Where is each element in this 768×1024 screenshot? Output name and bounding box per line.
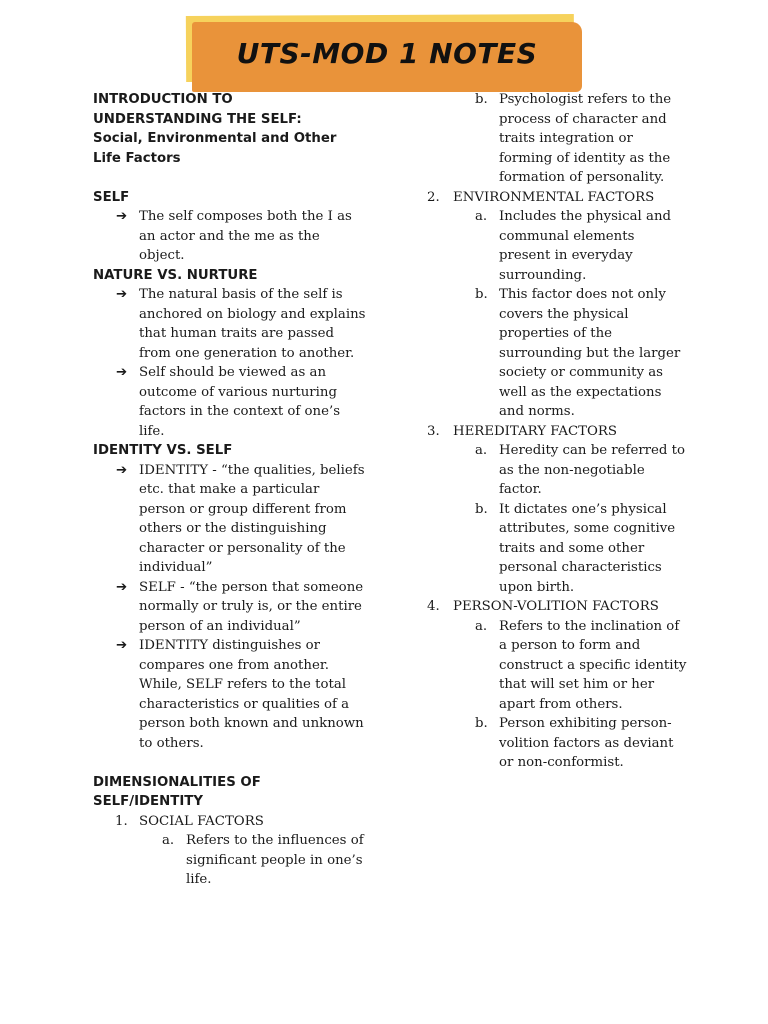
list-number: 2.: [427, 189, 440, 205]
arrow-bullet-icon: ➔: [116, 638, 128, 653]
factor-subitem: [93, 831, 368, 890]
intro-heading: [93, 90, 368, 168]
arrow-bullet-icon: ➔: [116, 365, 128, 380]
subitem-text: Heredity can be referred to as the non-negotiable factor.: [499, 443, 685, 497]
factor-item: [427, 188, 687, 208]
factor-subitem: [427, 207, 687, 285]
arrow-bullet-icon: ➔: [116, 579, 128, 595]
left-column: [93, 90, 368, 890]
factor-subitem: [427, 500, 687, 598]
list-letter: a.: [475, 209, 488, 224]
subitem-text: Includes the physical and communal elements present in everyday surrounding.: [499, 209, 672, 283]
factor-label: SOCIAL FACTORS: [139, 813, 264, 829]
nature-bullet: [93, 285, 368, 363]
list-letter: b.: [475, 501, 488, 517]
subitem-text: It dictates one’s physical attributes, some cognitive traits and some other personal characteristics upon birth.: [499, 501, 676, 595]
nature-heading: NATURE VS. NURTURE: [93, 267, 258, 283]
list-letter: a.: [475, 618, 488, 634]
identity-bullet: [93, 578, 368, 637]
nature-bullet: [93, 363, 368, 441]
list-letter: a.: [475, 443, 488, 458]
list-number: 3.: [427, 423, 440, 439]
factor-label: HEREDITARY FACTORS: [453, 423, 618, 439]
bullet-text: The self composes both the I as an actor and the me as the object.: [139, 209, 352, 263]
list-letter: b.: [475, 287, 488, 302]
bullet-text: IDENTITY - “the qualities, beliefs etc. that make a particular person or group different from others or the distinguishing character or personality of the individual”: [139, 462, 365, 575]
bullet-text: Self should be viewed as an outcome of various nurturing factors in the context of one’s life.: [139, 365, 341, 439]
arrow-bullet-icon: ➔: [116, 287, 128, 302]
subitem-text: Person exhibiting person-volition factors as deviant or non-conformist.: [499, 716, 674, 770]
factor-subitem: [427, 714, 687, 773]
intro-heading-line: Social, Environmental and Other: [93, 131, 337, 146]
identity-bullet: [93, 461, 368, 578]
factor-item: [427, 597, 687, 617]
list-letter: a.: [162, 833, 175, 848]
list-number: 4.: [427, 599, 440, 614]
subitem-text: Psychologist refers to the process of character and traits integration or forming of identity as the formation of personality.: [499, 92, 672, 185]
intro-heading-line: UNDERSTANDING THE SELF:: [93, 111, 302, 127]
page-title: UTS-MOD 1 NOTES: [236, 37, 538, 70]
right-column: [427, 90, 687, 773]
bullet-text: SELF - “the person that someone normally or truly is, or the entire person of an individual”: [139, 579, 364, 634]
dimensions-heading: SELF/IDENTITY: [93, 794, 203, 809]
subitem-text: Refers to the influences of significant people in one’s life.: [186, 833, 364, 887]
factor-item: [93, 812, 368, 832]
factor-item: [427, 422, 687, 442]
factor-subitem: [427, 441, 687, 500]
subitem-text: This factor does not only covers the physical properties of the surrounding but the larger society or community as well as the expectations and norms.: [499, 287, 681, 419]
list-letter: b.: [475, 92, 488, 107]
identity-heading: IDENTITY VS. SELF: [93, 443, 233, 458]
bullet-text: The natural basis of the self is anchored on biology and explains that human traits are passed from one generation to another.: [139, 287, 366, 361]
intro-heading-line: INTRODUCTION TO: [93, 92, 233, 107]
self-bullet: [93, 207, 368, 266]
factor-subitem: [427, 285, 687, 422]
intro-heading-line: Life Factors: [93, 150, 181, 166]
identity-bullet: [93, 636, 368, 753]
bullet-text: IDENTITY distinguishes or compares one from another. While, SELF refers to the total characteristics or qualities of a person both known and unknown to others.: [139, 638, 364, 751]
arrow-bullet-icon: ➔: [116, 209, 128, 224]
factor-subitem: [427, 90, 687, 188]
factor-label: PERSON-VOLITION FACTORS: [453, 599, 659, 614]
list-letter: b.: [475, 716, 488, 731]
factor-label: ENVIRONMENTAL FACTORS: [453, 189, 655, 205]
dimensions-heading: DIMENSIONALITIES OF: [93, 774, 261, 790]
subitem-text: Refers to the inclination of a person to form and construct a specific identity that will set him or her apart from others.: [499, 618, 687, 712]
arrow-bullet-icon: ➔: [116, 462, 128, 478]
list-number: 1.: [115, 813, 128, 829]
factor-subitem: [427, 617, 687, 715]
self-heading: SELF: [93, 189, 130, 205]
